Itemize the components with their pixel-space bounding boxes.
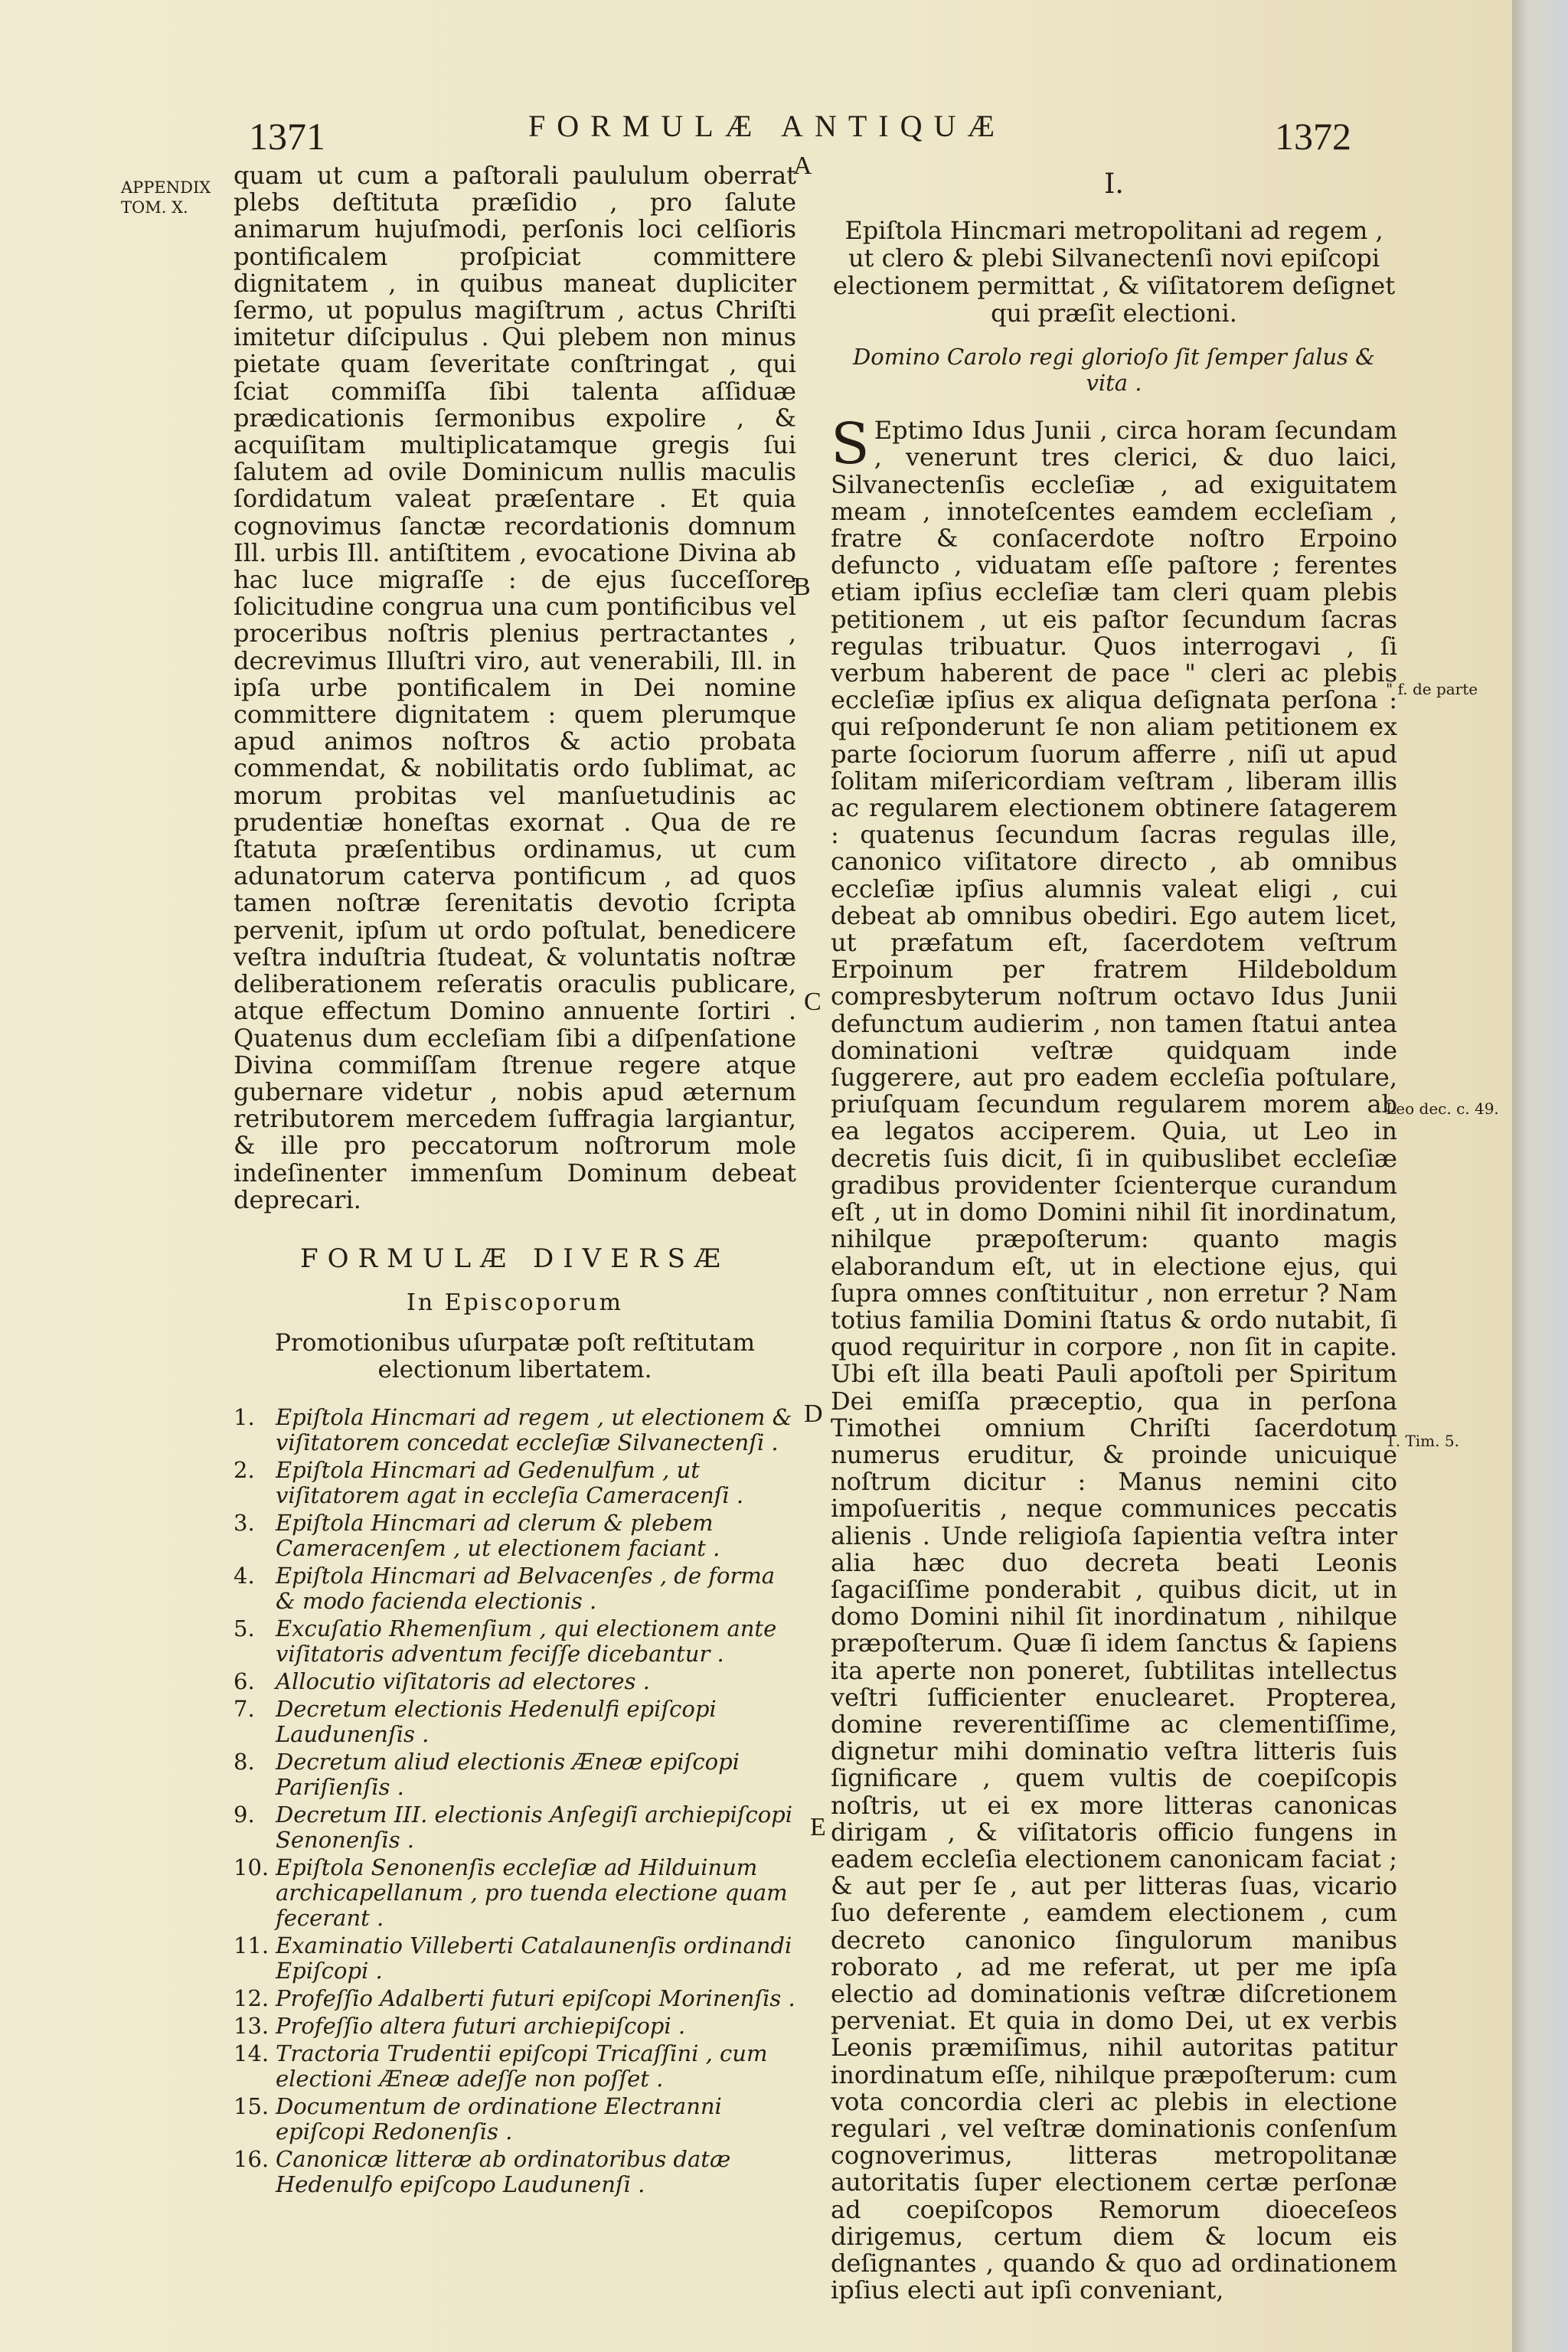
running-title: FORMULÆ ANTIQUÆ (528, 109, 1006, 143)
toc-text: Examinatio Villeberti Catalaunenſis ordinandi Epiſcopi . (276, 1932, 792, 1984)
toc-text: Epiſtola Hincmari ad Belvacenſes , de forma & modo facienda electionis . (276, 1563, 776, 1615)
section-marker-c: C (804, 988, 822, 1016)
toc-text: Tractoria Trudentii epiſcopi Tricaſſini , cum electioni Æneæ adeſſe non poſſet . (276, 2040, 768, 2092)
toc-item (234, 1697, 796, 1747)
page-number-right: 1372 (1275, 115, 1351, 158)
section-title: FORMULÆ DIVERSÆ (300, 1243, 730, 1274)
table-of-contents (234, 1405, 796, 2197)
right-column (831, 168, 1397, 2305)
toc-item (234, 1669, 796, 1694)
page-header (0, 103, 1512, 158)
toc-text: Epiſtola Hincmari ad clerum & plebem Cameracenſem , ut electionem faciant . (276, 1510, 720, 1562)
margin-note: 1. Tim. 5. (1386, 1432, 1459, 1450)
toc-text: Profeſſio Adalberti futuri epiſcopi Morinenſis . (276, 1985, 795, 2012)
toc-number: 14. (234, 2040, 270, 2067)
section-subtitle-2: Promotionibus uſurpatæ poſt reſtitutam electionum libertatem. (275, 1329, 755, 1384)
toc-number: 16. (234, 2146, 270, 2173)
toc-text: Excuſatio Rhemenſium , qui electionem ante viſitatoris adventum feciſſe dicebantur . (276, 1615, 777, 1668)
toc-number: 4. (234, 1563, 255, 1589)
margin-tag-line: TOM. X. (121, 198, 188, 217)
letter-number: I. (1104, 168, 1124, 200)
toc-item (234, 2041, 796, 2092)
letter-salutation: Domino Carolo regi glorioſo ſit ſemper ſalus & vita . (853, 344, 1375, 397)
toc-number: 10. (234, 1854, 270, 1881)
toc-item (234, 1802, 796, 1853)
section-marker-e: E (810, 1813, 826, 1841)
toc-text: Decretum aliud electionis Æneæ epiſcopi Pariſienſis . (276, 1749, 740, 1801)
toc-number: 11. (234, 1932, 270, 1959)
toc-number: 2. (234, 1457, 255, 1484)
section-marker-a: A (793, 152, 812, 180)
toc-number: 3. (234, 1510, 255, 1537)
left-column (234, 162, 796, 2200)
toc-item (234, 1616, 796, 1667)
toc-number: 13. (234, 2013, 270, 2040)
toc-text: Canonicæ litteræ ab ordinatoribus datæ Hedenulfo epiſcopo Laudunenſi . (276, 2146, 731, 2198)
margin-note: " f. de parte (1386, 680, 1478, 698)
toc-item (234, 1749, 796, 1800)
section-marker-d: D (804, 1400, 823, 1428)
appendix-margin-tag (121, 178, 211, 217)
letter-body-text: Eptimo Idus Junii , circa horam ſecundam , venerunt tres clerici, & duo laici, Silvanectenſis eccleſiæ , ad exiguitatem meam , innoteſcentes eamdem eccleſiam , fratre & conſacerdote noſtro Erpoino defuncto , viduatam eſſe paſtore ; ferentes etiam ipſius eccleſiæ tam cleri quam plebis petitionem , ut eis paſtor ſecundum ſacras regulas tribuatur. Quos interrogavi , ſi verbum haberent de pace " cleri ac plebis eccleſiæ ipſius ex aliqua deſignata perſona : qui reſponderunt ſe non aliam petitionem ex parte ſociorum ſuorum afferre , niſi ut apud ſolitam miſericordiam veſtram , liberam illis ac regularem electionem obtinere ſatagerem : quatenus ſecundum ſacras regulas ille, canonico viſitatore directo , ab omnibus eccleſiæ ipſius alumnis valeat eligi , cui debeat ab omnibus obediri. Ego autem licet, ut præfatum eſt, ſacerdotem veſtrum Erpoinum per fratrem Hildeboldum compresbyterum noſtrum octavo Idus Junii defunctum audierim , non tamen ſtatui antea dominationi veſtræ quidquam inde ſuggerere, aut pro eadem eccleſia poſtulare, priuſquam ſecundum regularem morem ab ea legatos acciperem. Quia, ut Leo in decretis ſuis dicit, ſi in quibuslibet eccleſiæ gradibus providenter ſcienterque curandum eſt , ut in domo Domini nihil ſit inordinatum, nihilque præpoſterum: quanto magis elaborandum eſt, ut in electione ejus, qui ſupra omnes conſtituitur , non erretur ? Nam totius familia Domini ſtatus & ordo nutabit, ſi quod requiritur in corpore , non ſit in capite. Ubi eſt illa beati Pauli apoſtoli per Spiritum Dei emiſſa præceptio, qua in perſona Timothei omnium Chriſti ſacerdotum numerus eruditur, & proinde unicuique noſtrum dicitur : Manus nemini cito impoſueritis , neque communices peccatis alienis . Unde religioſa ſapientia veſtra inter alia hæc duo decreta beati Leonis ſagaciſſime ponderabit , quibus dicit, ut in domo Domini nihil ſit inordinatum , nihilque præpoſterum. Quæ ſi idem ſanctus & ſapiens ita aperte non poneret, ſubtilitas intellectus veſtri ſufficienter enuclearet. Propterea, domine reverentiſſime ac clementiſſime, dignetur mihi dominatio veſtra litteris ſuis ſignificare , quem vultis de coepiſcopis noſtris, ut ei ex more litteras canonicas dirigam , & viſitatoris officio fungens in eadem eccleſia electionem canonicam faciat ; & aut per ſe , aut per litteras ſuas, vicario ſuo deferente , eamdem electionem , cum decreto canonico ſingulorum manibus roborato , ad me referat, ut per me ipſa electio ad dominationis veſtræ diſcretionem perveniat. Et quia in domo Dei, ut ex verbis Leonis præmiſimus, nihil autoritas patitur inordinatum eſſe, nihilque præpoſterum: cum vota concordia cleri ac plebis in electione regulari , vel veſtræ dominationis conſenſum cognoverimus, litteras metropolitanæ autoritatis ſuper electionem certæ perſonæ ad coepiſcopos Remorum dioeceſeos dirigemus, certum diem & locum eis deſignantes , quando & quo ad ordinationem ipſius electi aut ipſi conveniant, (831, 416, 1397, 2305)
toc-item (234, 1986, 796, 2011)
toc-item (234, 1563, 796, 1614)
toc-text: Profeſſio altera futuri archiepiſcopi . (276, 2013, 686, 2040)
book-gutter (1512, 0, 1568, 2352)
margin-tag-line: APPENDIX (121, 178, 211, 197)
toc-number: 5. (234, 1615, 255, 1642)
toc-number: 9. (234, 1802, 255, 1828)
toc-number: 1. (234, 1404, 255, 1431)
toc-number: 12. (234, 1985, 270, 2012)
section-subtitle: In Episcoporum (406, 1289, 624, 1317)
toc-text: Decretum electionis Hedenulfi epiſcopi Laudunenſis . (276, 1696, 717, 1748)
toc-item (234, 1458, 796, 1508)
left-column-opening-text: quam ut cum a paſtorali paululum oberrat plebs deſtituta præſidio , pro ſalute animarum hujuſmodi, perſonis loci celſioris pontificalem proſpiciat committere dignitatem , in quibus maneat dupliciter ſermo, ut populus magiſtrum , actus Chriſti imitetur diſcipulus . Qui plebem non minus pietate quam ſeveritate conſtringat , qui ſciat commiſſa ſibi talenta aſſiduæ prædicationis ſermonibus expolire , & acquiſitam multiplicatamque gregis ſui ſalutem ad ovile Dominicum nullis maculis ſordidatum valeat præſentare . Et quia cognovimus ſanctæ recordationis domnum Ill. urbis Ill. antiſtitem , evocatione Divina ab hac luce migraſſe : de ejus ſucceſſore ſolicitudine congrua una cum pontificibus vel proceribus noſtris plenius pertractantes , decrevimus Illuſtri viro, aut venerabili, Ill. in ipſa urbe pontificalem in Dei nomine committere dignitatem : quem plerumque apud animos noſtros & actio probata commendat, & nobilitatis ordo ſublimat, ac morum probitas vel manſuetudinis ac prudentiæ honeſtas exornat . Qua de re ſtatuta præſentibus ordinamus, ut cum adunatorum caterva pontificum , ad quos tamen noſtræ ſerenitatis devotio ſcripta pervenit, ipſum ut ordo poſtulat, benedicere veſtra induſtria ſtudeat, & voluntatis noſtræ deliberationem reſeratis oraculis publicare, atque effectum Domino annuente ſortiri . Quatenus dum eccleſiam ſibi a diſpenſatione Divina commiſſam ſtrenue regere atque gubernare videtur , nobis apud æternum retributorem mercedem ſuffragia largiantur, & ille pro peccatorum noſtrorum mole indeſinenter immenſum Dominum debeat deprecari. (234, 161, 796, 1214)
toc-item (234, 1511, 796, 1561)
toc-item (234, 2094, 796, 2145)
toc-item (234, 1855, 796, 1931)
toc-text: Epiſtola Hincmari ad Gedenulfum , ut viſitatorem agat in eccleſia Cameracenſi . (276, 1457, 744, 1509)
toc-text: Allocutio viſitatoris ad electores . (276, 1668, 650, 1695)
toc-item (234, 1405, 796, 1455)
toc-number: 15. (234, 2093, 270, 2120)
section-marker-b: B (793, 573, 811, 601)
toc-number: 8. (234, 1749, 255, 1775)
letter-title: Epiſtola Hincmari metropolitani ad regem , ut clero & plebi Silvanectenſi novi epiſcopi electionem permittat , & viſitatorem deſignet qui præſit electioni. (832, 216, 1396, 328)
toc-item (234, 2147, 796, 2197)
toc-text: Epiſtola Hincmari ad regem , ut electionem & viſitatorem concedat eccleſiæ Silvanectenſi . (276, 1404, 792, 1456)
toc-text: Decretum III. electionis Anſegiſi archiepiſcopi Senonenſis . (276, 1802, 793, 1854)
margin-note: Leo dec. c. 49. (1386, 1099, 1499, 1118)
toc-item (234, 1933, 796, 1984)
toc-text: Documentum de ordinatione Electranni epiſcopi Redonenſis . (276, 2093, 722, 2145)
drop-cap: S (831, 411, 870, 478)
toc-number: 6. (234, 1668, 255, 1695)
letter-body (831, 411, 1397, 2305)
page-number-left: 1371 (249, 115, 325, 158)
toc-text: Epiſtola Senonenſis eccleſiæ ad Hilduinum archicapellanum , pro tuenda electione quam fecerant . (276, 1854, 788, 1932)
toc-number: 7. (234, 1696, 255, 1723)
toc-item (234, 2014, 796, 2039)
